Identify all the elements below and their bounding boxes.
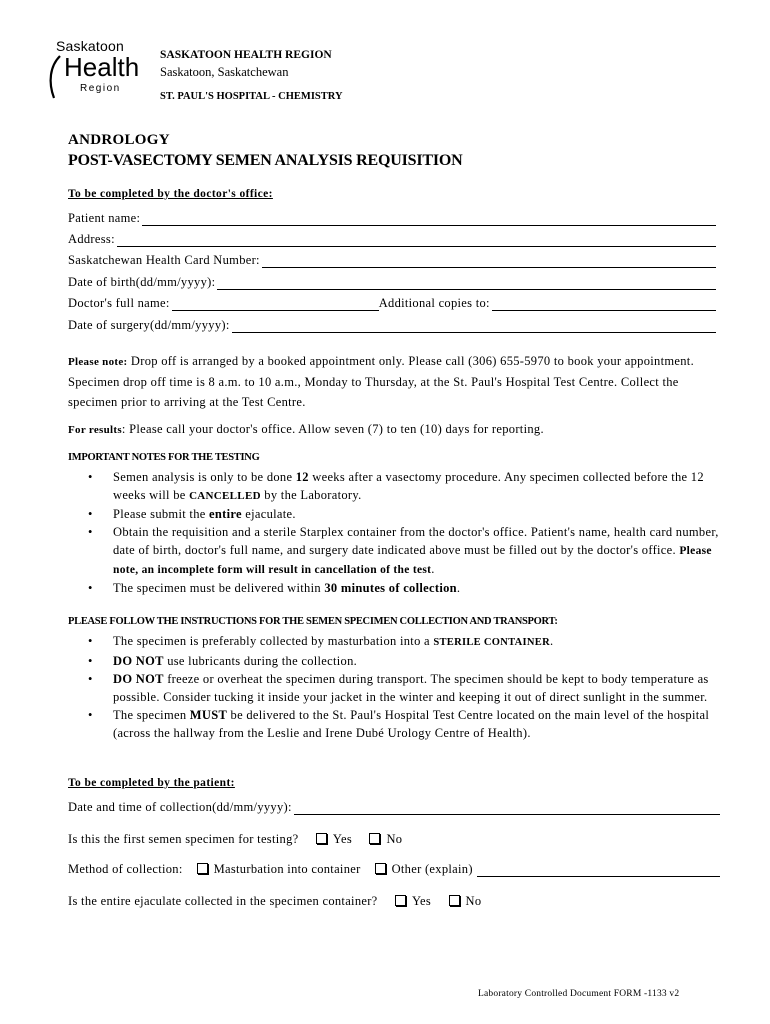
dob-label: Date of birth(dd/mm/yyyy): — [68, 275, 216, 289]
dob-line[interactable] — [217, 278, 716, 290]
copies-line[interactable] — [492, 299, 716, 311]
results-text: : Please call your doctor's office. Allow seven (7) to ten (10) days for reporting. — [121, 422, 544, 436]
results-note — [68, 419, 718, 440]
address-field[interactable] — [68, 232, 716, 247]
list-item: • Obtain the requisition and a sterile Starplex container from the doctor's office. Patient's name, health card number, date of birth, doctor's full name, and surgery date indicated above must be filled out by the doctor's office. Please note, an incomplete form will result in cancellation of the test. — [68, 523, 720, 579]
checkbox-icon[interactable] — [369, 833, 380, 844]
surgery-date-label: Date of surgery(dd/mm/yyyy): — [68, 318, 230, 332]
doctor-section-heading: To be completed by the doctor's office: — [68, 188, 273, 200]
checkbox-icon[interactable] — [449, 895, 460, 906]
list-item: • DO NOT freeze or overheat the specimen during transport. The specimen should be kept to body temperature as possible. Consider tucking it inside your jacket in the winter and keeping it out of direct sunlight in the summer. — [68, 670, 720, 706]
please-note — [68, 351, 718, 412]
collection-date-label: Date and time of collection(dd/mm/yyyy): — [68, 800, 292, 814]
list-item: • DO NOT use lubricants during the collection. — [68, 652, 720, 670]
entire-ejaculate-no[interactable]: No — [449, 894, 482, 908]
checkbox-icon[interactable] — [197, 863, 208, 874]
checkbox-icon[interactable] — [375, 863, 386, 874]
doctor-name-line[interactable] — [172, 299, 379, 311]
list-item: • The specimen is preferably collected by masturbation into a STERILE CONTAINER. — [68, 632, 720, 652]
method-question — [68, 862, 720, 877]
please-note-lead: Please note: — [68, 356, 128, 368]
method-masturbation[interactable]: Masturbation into container — [197, 862, 361, 877]
please-note-text: Drop off is arranged by a booked appointment only. Please call (306) 655-5970 to book your appointment. Specimen drop off time is 8 a.m. to 10 a.m., Monday to Thursday, at the St. Paul's Hospital Test Centre. Collect the specimen prior to arriving at the Test Centre. — [68, 354, 695, 409]
patient-name-label: Patient name: — [68, 211, 141, 225]
important-heading: IMPORTANT NOTES FOR THE TESTING — [68, 452, 260, 463]
dob-field[interactable] — [68, 275, 716, 290]
header-lab: ST. PAUL'S HOSPITAL - CHEMISTRY — [160, 91, 343, 102]
health-card-line[interactable] — [262, 256, 716, 268]
doctor-name-label: Doctor's full name: — [68, 296, 170, 310]
collection-date-line[interactable] — [294, 803, 720, 815]
entire-ejaculate-yes[interactable]: Yes — [395, 894, 431, 908]
instructions-heading: PLEASE FOLLOW THE INSTRUCTIONS FOR THE SEMEN SPECIMEN COLLECTION AND TRANSPORT: — [68, 616, 558, 627]
checkbox-icon[interactable] — [395, 895, 406, 906]
entire-ejaculate-question — [68, 894, 481, 909]
patient-name-field[interactable] — [68, 211, 716, 226]
logo-text-saskatoon: Saskatoon — [56, 38, 124, 54]
logo-text-region: Region — [80, 83, 121, 94]
region-logo — [40, 38, 150, 102]
list-item: • Please submit the entire ejaculate. — [68, 505, 720, 523]
results-lead: For results — [68, 424, 122, 436]
address-label: Address: — [68, 232, 115, 246]
list-item: • The specimen MUST be delivered to the St. Paul's Hospital Test Centre located on the main level of the hospital (across the hallway from the Leslie and Irene Dubé Urology Centre of Health). — [68, 706, 720, 742]
method-other-line[interactable] — [477, 865, 720, 877]
patient-name-line[interactable] — [142, 214, 716, 226]
surgery-date-line[interactable] — [232, 321, 716, 333]
collection-date-field[interactable] — [68, 800, 720, 815]
doctor-name-field[interactable] — [68, 296, 716, 311]
first-specimen-no[interactable]: No — [369, 832, 402, 846]
page-title: POST-VASECTOMY SEMEN ANALYSIS REQUISITION — [68, 152, 463, 169]
first-specimen-yes[interactable]: Yes — [316, 832, 352, 846]
surgery-date-field[interactable] — [68, 318, 716, 333]
method-other[interactable]: Other (explain) — [375, 862, 473, 877]
header-org: SASKATOON HEALTH REGION — [160, 49, 332, 61]
logo-text-health: Health — [64, 52, 140, 82]
checkbox-icon[interactable] — [316, 833, 327, 844]
entire-ejaculate-label: Is the entire ejaculate collected in the specimen container? — [68, 894, 378, 908]
method-label: Method of collection: — [68, 862, 183, 876]
copies-label: Additional copies to: — [378, 296, 490, 310]
list-item: • The specimen must be delivered within 30 minutes of collection. — [68, 579, 720, 597]
instructions-list — [68, 632, 720, 742]
address-line[interactable] — [117, 235, 716, 247]
health-card-field[interactable] — [68, 253, 716, 268]
patient-section-heading: To be completed by the patient: — [68, 777, 235, 789]
department: ANDROLOGY — [68, 132, 170, 148]
header-city: Saskatoon, Saskatchewan — [160, 65, 289, 79]
footer-document-id: Laboratory Controlled Document FORM -1133 v2 — [478, 989, 680, 999]
list-item: • Semen analysis is only to be done 12 weeks after a vasectomy procedure. Any specimen collected before the 12 weeks will be CANCELLED by the Laboratory. — [68, 468, 720, 505]
health-card-label: Saskatchewan Health Card Number: — [68, 253, 260, 267]
first-specimen-question — [68, 832, 402, 847]
important-list — [68, 468, 720, 597]
first-specimen-label: Is this the first semen specimen for testing? — [68, 832, 299, 846]
